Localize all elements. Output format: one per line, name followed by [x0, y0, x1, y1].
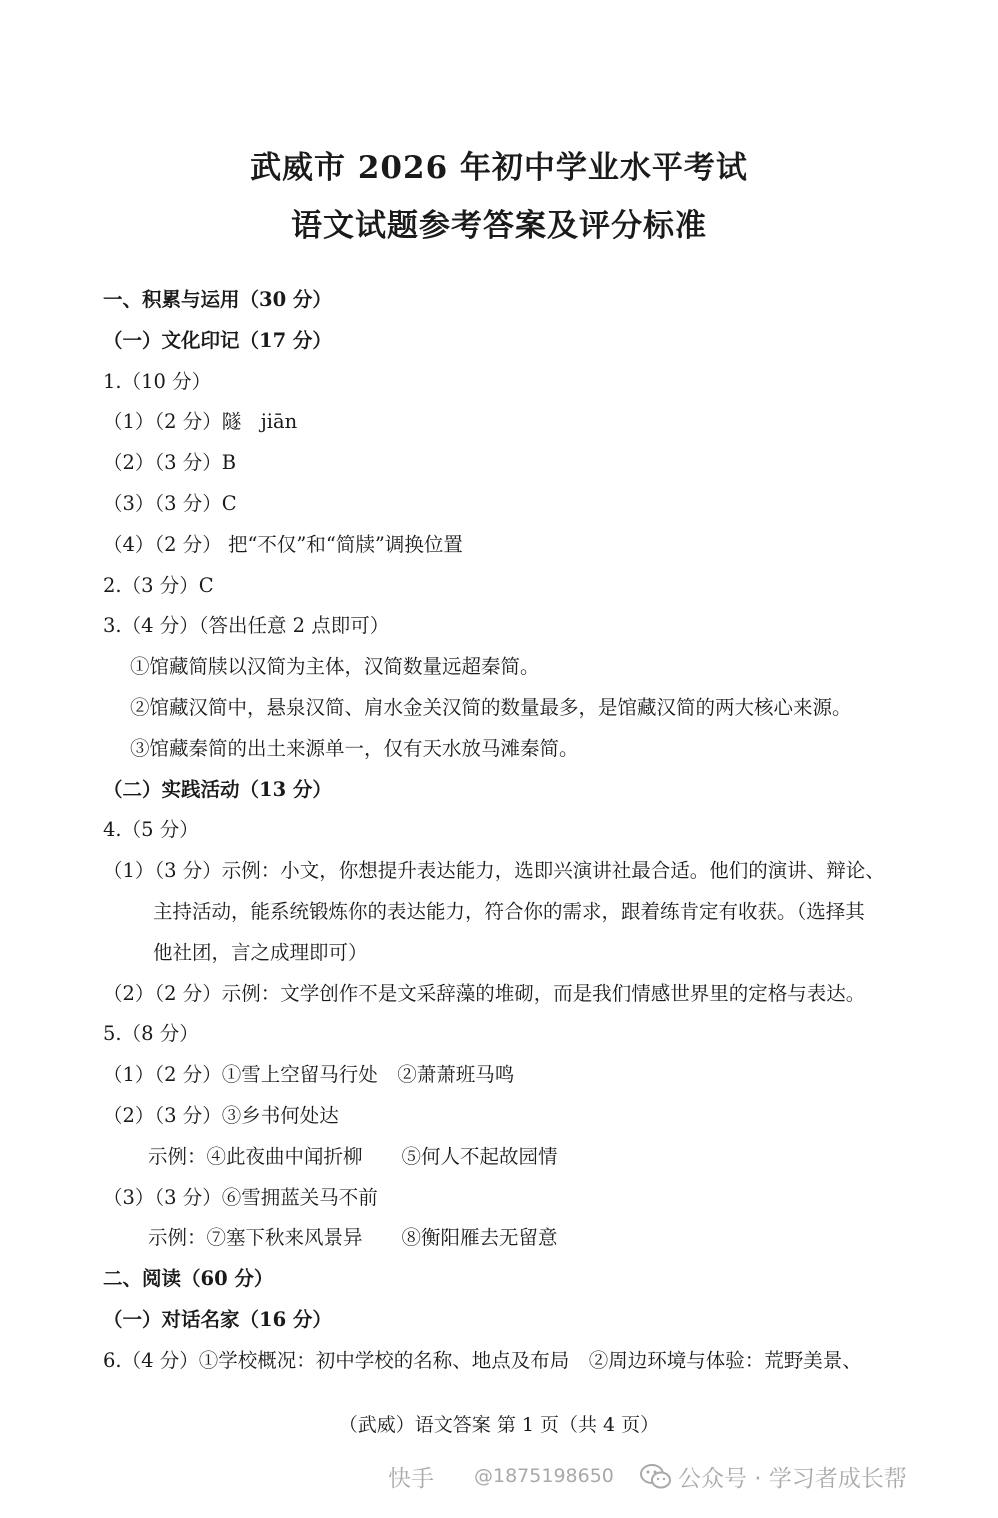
answer-line: 示例：⑦塞下秋来风景异 ⑧衡阳雁去无留意 — [148, 1226, 558, 1249]
answer-line: 2.（3 分）C — [103, 574, 214, 597]
document-title-line2: 语文试题参考答案及评分标准 — [291, 208, 707, 244]
answer-line: 1.（10 分） — [103, 370, 212, 393]
answer-line: 主持活动，能系统锻炼你的表达能力，符合你的需求，跟着练肯定有收获。（选择其 — [153, 900, 865, 923]
answer-line: ③馆藏秦简的出土来源单一，仅有天水放马滩秦简。 — [130, 737, 579, 760]
wechat-icon — [640, 1463, 672, 1491]
answer-line: ②馆藏汉简中，悬泉汉简、肩水金关汉简的数量最多，是馆藏汉简的两大核心来源。 — [130, 696, 852, 719]
section-heading: 二、阅读（60 分） — [103, 1267, 274, 1290]
answer-line: 示例：④此夜曲中闻折柳 ⑤何人不起故园情 — [148, 1145, 558, 1168]
answer-line: （2）（3 分）B — [103, 451, 237, 474]
answer-line: 4.（5 分） — [103, 818, 199, 841]
answer-line: （2）（2 分）示例：文学创作不是文采辞藻的堆砌，而是我们情感世界里的定格与表达。 — [103, 982, 866, 1005]
answer-line: （3）（3 分）C — [103, 492, 237, 515]
handle-watermark: @1875198650 — [474, 1465, 614, 1487]
section-heading: 一、积累与运用（30 分） — [103, 288, 332, 311]
answer-line: 他社团，言之成理即可） — [153, 941, 368, 964]
wechat-watermark — [640, 1460, 907, 1493]
wechat-watermark-text: 公众号 · 学习者成长帮 — [678, 1466, 907, 1492]
page-footer: （武威）语文答案 第 1 页（共 4 页） — [338, 1414, 660, 1436]
document-title-line1: 武威市 2026 年初中学业水平考试 — [250, 150, 748, 186]
section-heading: （二）实践活动（13 分） — [103, 778, 332, 801]
answer-line: 6.（4 分）①学校概况：初中学校的名称、地点及布局 ②周边环境与体验：荒野美景、 — [103, 1349, 862, 1372]
answer-line: 5.（8 分） — [103, 1022, 199, 1045]
answer-line: （2）（3 分）③乡书何处达 — [103, 1104, 339, 1127]
answer-line: ①馆藏简牍以汉简为主体，汉简数量远超秦简。 — [130, 655, 540, 678]
answer-line: 3.（4 分）（答出任意 2 点即可） — [103, 614, 390, 637]
answer-line: （4）（2 分） 把“不仅”和“简牍”调换位置 — [103, 533, 463, 556]
section-heading: （一）对话名家（16 分） — [103, 1308, 332, 1331]
kuaishou-watermark: 快手 — [388, 1466, 434, 1492]
answer-line: （1）（2 分）隧 jiān — [103, 410, 298, 433]
section-heading: （一）文化印记（17 分） — [103, 329, 332, 352]
answer-line: （1）（3 分）示例：小文，你想提升表达能力，选即兴演讲社最合适。他们的演讲、辩论、 — [103, 859, 885, 882]
answer-line: （3）（3 分）⑥雪拥蓝关马不前 — [103, 1186, 378, 1209]
answer-line: （1）（2 分）①雪上空留马行处 ②萧萧班马鸣 — [103, 1063, 515, 1086]
